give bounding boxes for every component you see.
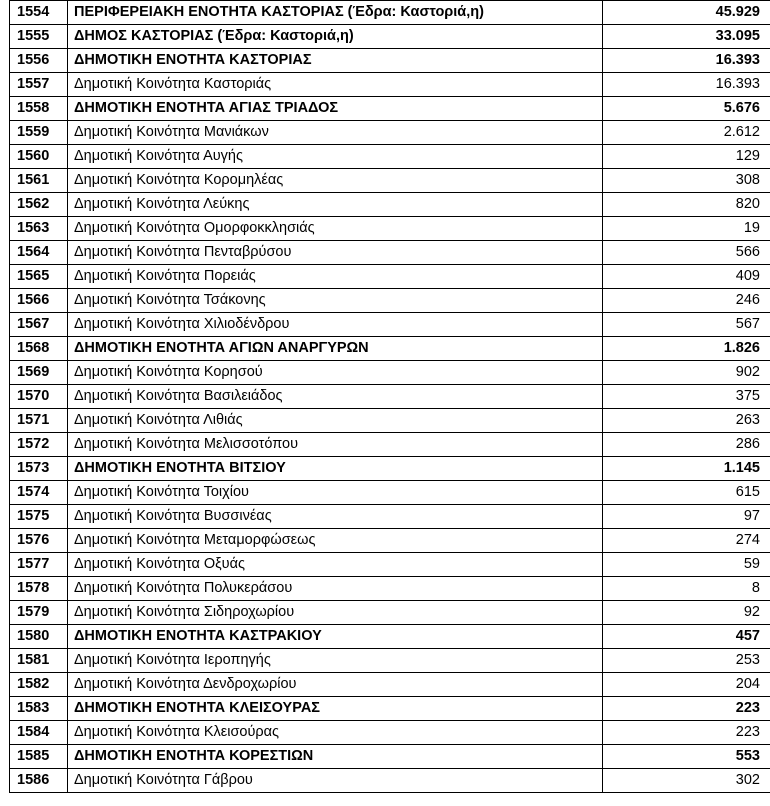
row-population: 1.145 xyxy=(603,457,770,481)
row-code: 1555 xyxy=(10,25,68,49)
table-row xyxy=(10,97,770,121)
row-code: 1582 xyxy=(10,673,68,697)
row-code: 1554 xyxy=(10,1,68,25)
row-name: ΔΗΜΟΤΙΚΗ ΕΝΟΤΗΤΑ ΚΟΡΕΣΤΙΩΝ xyxy=(68,745,603,769)
table-row xyxy=(10,265,770,289)
table-row xyxy=(10,601,770,625)
row-name: ΠΕΡΙΦΕΡΕΙΑΚΗ ΕΝΟΤΗΤΑ ΚΑΣΤΟΡΙΑΣ (Έδρα: Καστοριά,η) xyxy=(68,1,603,25)
table-row xyxy=(10,241,770,265)
row-name: Δημοτική Κοινότητα Λιθιάς xyxy=(68,409,603,433)
row-name: ΔΗΜΟΤΙΚΗ ΕΝΟΤΗΤΑ ΚΑΣΤΟΡΙΑΣ xyxy=(68,49,603,73)
table-row xyxy=(10,1,770,25)
row-name: Δημοτική Κοινότητα Μεταμορφώσεως xyxy=(68,529,603,553)
population-table-container xyxy=(9,0,770,793)
row-population: 553 xyxy=(603,745,770,769)
row-name: ΔΗΜΟΤΙΚΗ ΕΝΟΤΗΤΑ ΑΓΙΑΣ ΤΡΙΑΔΟΣ xyxy=(68,97,603,121)
row-population: 409 xyxy=(603,265,770,289)
row-population: 308 xyxy=(603,169,770,193)
table-row xyxy=(10,769,770,793)
table-row xyxy=(10,337,770,361)
row-code: 1560 xyxy=(10,145,68,169)
row-code: 1571 xyxy=(10,409,68,433)
row-name: Δημοτική Κοινότητα Κλεισούρας xyxy=(68,721,603,745)
row-name: Δημοτική Κοινότητα Βασιλειάδος xyxy=(68,385,603,409)
row-name: Δημοτική Κοινότητα Δενδροχωρίου xyxy=(68,673,603,697)
row-population: 33.095 xyxy=(603,25,770,49)
row-code: 1583 xyxy=(10,697,68,721)
row-code: 1558 xyxy=(10,97,68,121)
row-population: 97 xyxy=(603,505,770,529)
table-row xyxy=(10,457,770,481)
table-row xyxy=(10,625,770,649)
table-row xyxy=(10,409,770,433)
row-population: 16.393 xyxy=(603,49,770,73)
row-code: 1572 xyxy=(10,433,68,457)
row-name: ΔΗΜΟΣ ΚΑΣΤΟΡΙΑΣ (Έδρα: Καστοριά,η) xyxy=(68,25,603,49)
row-population: 8 xyxy=(603,577,770,601)
row-code: 1573 xyxy=(10,457,68,481)
row-population: 375 xyxy=(603,385,770,409)
row-name: Δημοτική Κοινότητα Γάβρου xyxy=(68,769,603,793)
row-name: ΔΗΜΟΤΙΚΗ ΕΝΟΤΗΤΑ ΚΑΣΤΡΑΚΙΟΥ xyxy=(68,625,603,649)
table-row xyxy=(10,217,770,241)
table-row xyxy=(10,505,770,529)
table-row xyxy=(10,313,770,337)
table-row xyxy=(10,121,770,145)
row-name: Δημοτική Κοινότητα Βυσσινέας xyxy=(68,505,603,529)
table-row xyxy=(10,697,770,721)
table-row xyxy=(10,25,770,49)
row-code: 1556 xyxy=(10,49,68,73)
row-code: 1561 xyxy=(10,169,68,193)
row-name: Δημοτική Κοινότητα Μελισσοτόπου xyxy=(68,433,603,457)
row-population: 902 xyxy=(603,361,770,385)
row-population: 286 xyxy=(603,433,770,457)
row-population: 1.826 xyxy=(603,337,770,361)
row-name: Δημοτική Κοινότητα Τοιχίου xyxy=(68,481,603,505)
row-population: 223 xyxy=(603,721,770,745)
table-row xyxy=(10,673,770,697)
row-population: 820 xyxy=(603,193,770,217)
row-code: 1586 xyxy=(10,769,68,793)
row-population: 263 xyxy=(603,409,770,433)
row-code: 1565 xyxy=(10,265,68,289)
row-population: 19 xyxy=(603,217,770,241)
table-row xyxy=(10,169,770,193)
row-name: Δημοτική Κοινότητα Κορησού xyxy=(68,361,603,385)
row-population: 246 xyxy=(603,289,770,313)
table-row xyxy=(10,553,770,577)
table-row xyxy=(10,529,770,553)
table-row xyxy=(10,721,770,745)
row-code: 1576 xyxy=(10,529,68,553)
row-code: 1559 xyxy=(10,121,68,145)
row-name: Δημοτική Κοινότητα Κορομηλέας xyxy=(68,169,603,193)
row-name: Δημοτική Κοινότητα Πενταβρύσου xyxy=(68,241,603,265)
row-population: 5.676 xyxy=(603,97,770,121)
row-code: 1574 xyxy=(10,481,68,505)
row-code: 1566 xyxy=(10,289,68,313)
row-code: 1580 xyxy=(10,625,68,649)
table-row xyxy=(10,49,770,73)
row-name: ΔΗΜΟΤΙΚΗ ΕΝΟΤΗΤΑ ΒΙΤΣΙΟΥ xyxy=(68,457,603,481)
table-row xyxy=(10,73,770,97)
table-body xyxy=(10,0,770,793)
row-population: 45.929 xyxy=(603,1,770,25)
row-code: 1562 xyxy=(10,193,68,217)
row-population: 2.612 xyxy=(603,121,770,145)
row-code: 1569 xyxy=(10,361,68,385)
table-row xyxy=(10,649,770,673)
table-row xyxy=(10,361,770,385)
row-name: ΔΗΜΟΤΙΚΗ ΕΝΟΤΗΤΑ ΚΛΕΙΣΟΥΡΑΣ xyxy=(68,697,603,721)
row-name: Δημοτική Κοινότητα Οξυάς xyxy=(68,553,603,577)
row-population: 615 xyxy=(603,481,770,505)
row-population: 566 xyxy=(603,241,770,265)
row-code: 1579 xyxy=(10,601,68,625)
population-table xyxy=(9,0,770,793)
row-population: 274 xyxy=(603,529,770,553)
row-name: Δημοτική Κοινότητα Ιεροπηγής xyxy=(68,649,603,673)
row-name: Δημοτική Κοινότητα Ομορφοκκλησιάς xyxy=(68,217,603,241)
row-code: 1564 xyxy=(10,241,68,265)
row-population: 204 xyxy=(603,673,770,697)
table-row xyxy=(10,193,770,217)
row-code: 1585 xyxy=(10,745,68,769)
row-code: 1578 xyxy=(10,577,68,601)
row-name: Δημοτική Κοινότητα Πορειάς xyxy=(68,265,603,289)
row-code: 1568 xyxy=(10,337,68,361)
row-code: 1577 xyxy=(10,553,68,577)
row-name: Δημοτική Κοινότητα Τσάκονης xyxy=(68,289,603,313)
row-population: 567 xyxy=(603,313,770,337)
row-population: 223 xyxy=(603,697,770,721)
row-population: 253 xyxy=(603,649,770,673)
row-population: 457 xyxy=(603,625,770,649)
row-population: 16.393 xyxy=(603,73,770,97)
row-name: ΔΗΜΟΤΙΚΗ ΕΝΟΤΗΤΑ ΑΓΙΩΝ ΑΝΑΡΓΥΡΩΝ xyxy=(68,337,603,361)
row-population: 59 xyxy=(603,553,770,577)
row-name: Δημοτική Κοινότητα Σιδηροχωρίου xyxy=(68,601,603,625)
table-row xyxy=(10,433,770,457)
row-population: 302 xyxy=(603,769,770,793)
row-code: 1581 xyxy=(10,649,68,673)
row-code: 1575 xyxy=(10,505,68,529)
row-population: 92 xyxy=(603,601,770,625)
row-code: 1557 xyxy=(10,73,68,97)
table-row xyxy=(10,577,770,601)
row-code: 1570 xyxy=(10,385,68,409)
row-name: Δημοτική Κοινότητα Πολυκεράσου xyxy=(68,577,603,601)
table-row xyxy=(10,385,770,409)
row-name: Δημοτική Κοινότητα Καστοριάς xyxy=(68,73,603,97)
row-name: Δημοτική Κοινότητα Χιλιοδένδρου xyxy=(68,313,603,337)
row-code: 1584 xyxy=(10,721,68,745)
table-row xyxy=(10,745,770,769)
row-name: Δημοτική Κοινότητα Αυγής xyxy=(68,145,603,169)
table-row xyxy=(10,145,770,169)
row-code: 1567 xyxy=(10,313,68,337)
table-row xyxy=(10,481,770,505)
row-name: Δημοτική Κοινότητα Μανιάκων xyxy=(68,121,603,145)
row-population: 129 xyxy=(603,145,770,169)
row-name: Δημοτική Κοινότητα Λεύκης xyxy=(68,193,603,217)
row-code: 1563 xyxy=(10,217,68,241)
table-row xyxy=(10,289,770,313)
